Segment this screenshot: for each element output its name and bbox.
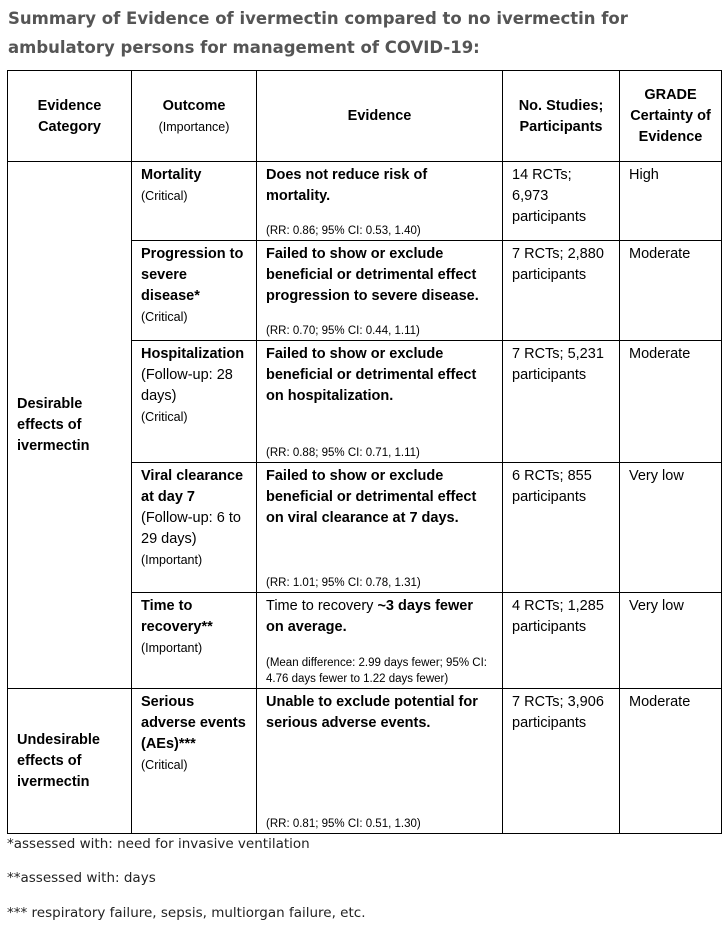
outcome-cell [132, 689, 257, 834]
outcome-name: Progression to severe disease* [141, 246, 244, 304]
outcome-cell [132, 341, 257, 463]
header-evidence: Evidence [257, 71, 503, 162]
evidence-table [7, 70, 722, 834]
header-outcome [132, 71, 257, 162]
page-title: Summary of Evidence of ivermectin compared to no ivermectin for ambulatory persons for management of COVID-19: [8, 9, 628, 57]
outcome-name: Serious adverse events (AEs)*** [141, 694, 246, 752]
outcome-name: Hospitalization [141, 346, 245, 362]
evidence-text [266, 596, 493, 638]
studies-cell: 6 RCTs; 855 participants [503, 463, 620, 593]
outcome-followup: (Follow-up: 28 days) [141, 367, 233, 404]
evidence-cell [257, 689, 503, 834]
evidence-text: Unable to exclude potential for serious adverse events. [266, 694, 478, 731]
header-outcome-label: Outcome [162, 97, 226, 114]
evidence-text: Failed to show or exclude beneficial or detrimental effect on hospitalization. [266, 346, 477, 404]
evidence-cell [257, 593, 503, 689]
outcome-name: Viral clearance at day 7 [141, 468, 244, 505]
category-desirable: Desirable effects of ivermectin [8, 162, 132, 689]
evidence-stat: (RR: 1.01; 95% CI: 0.78, 1.31) [266, 577, 421, 589]
evidence-stat: (RR: 0.88; 95% CI: 0.71, 1.11) [266, 447, 420, 459]
certainty-cell: Moderate [620, 689, 722, 834]
evidence-stat: (RR: 0.81; 95% CI: 0.51, 1.30) [266, 818, 421, 830]
evidence-cell [257, 341, 503, 463]
evidence-stat: (Mean difference: 2.99 days fewer; 95% CI: 4.76 days fewer to 1.22 days fewer) [266, 657, 487, 685]
studies-cell: 4 RCTs; 1,285 participants [503, 593, 620, 689]
studies-cell: 7 RCTs; 5,231 participants [503, 341, 620, 463]
evidence-text: Failed to show or exclude beneficial or detrimental effect progression to severe disease. [266, 246, 479, 304]
outcome-cell [132, 593, 257, 689]
footnote: *** respiratory failure, sepsis, multiorgan failure, etc. [7, 905, 366, 921]
evidence-stat: (RR: 0.70; 95% CI: 0.44, 1.11) [266, 325, 420, 337]
footnote: **assessed with: days [7, 870, 156, 886]
evidence-cell [257, 463, 503, 593]
certainty-cell: High [620, 162, 722, 241]
evidence-text: Failed to show or exclude beneficial or detrimental effect on viral clearance at 7 days. [266, 468, 477, 526]
outcome-cell [132, 162, 257, 241]
studies-cell: 14 RCTs; 6,973 participants [503, 162, 620, 241]
outcome-importance: (Critical) [141, 410, 188, 424]
outcome-importance: (Important) [141, 553, 203, 567]
studies-cell: 7 RCTs; 3,906 participants [503, 689, 620, 834]
evidence-cell [257, 162, 503, 241]
outcome-name: Mortality [141, 167, 202, 183]
header-outcome-sub: (Importance) [158, 119, 230, 134]
header-category: Evidence Category [8, 71, 132, 162]
table-row [8, 162, 722, 241]
outcome-followup: (Follow-up: 6 to 29 days) [141, 510, 241, 547]
header-row [8, 71, 722, 162]
header-studies: No. Studies; Participants [503, 71, 620, 162]
outcome-importance: (Critical) [141, 758, 188, 772]
header-certainty: GRADE Certainty of Evidence [620, 71, 722, 162]
table-row [8, 689, 722, 834]
evidence-plain: Time to recovery [266, 598, 378, 614]
studies-cell: 7 RCTs; 2,880 participants [503, 241, 620, 341]
outcome-importance: (Critical) [141, 189, 188, 203]
certainty-cell: Very low [620, 593, 722, 689]
footnote: *assessed with: need for invasive ventilation [7, 836, 310, 852]
outcome-cell [132, 241, 257, 341]
certainty-cell: Moderate [620, 241, 722, 341]
outcome-name: Time to recovery** [141, 598, 213, 635]
evidence-text: Does not reduce risk of mortality. [266, 167, 428, 204]
category-undesirable: Undesirable effects of ivermectin [8, 689, 132, 834]
outcome-cell [132, 463, 257, 593]
certainty-cell: Very low [620, 463, 722, 593]
outcome-importance: (Critical) [141, 310, 188, 324]
evidence-stat: (RR: 0.86; 95% CI: 0.53, 1.40) [266, 225, 421, 237]
evidence-cell [257, 241, 503, 341]
evidence-bold: ~3 days fewer on average. [266, 598, 473, 635]
certainty-cell: Moderate [620, 341, 722, 463]
outcome-importance: (Important) [141, 641, 203, 655]
